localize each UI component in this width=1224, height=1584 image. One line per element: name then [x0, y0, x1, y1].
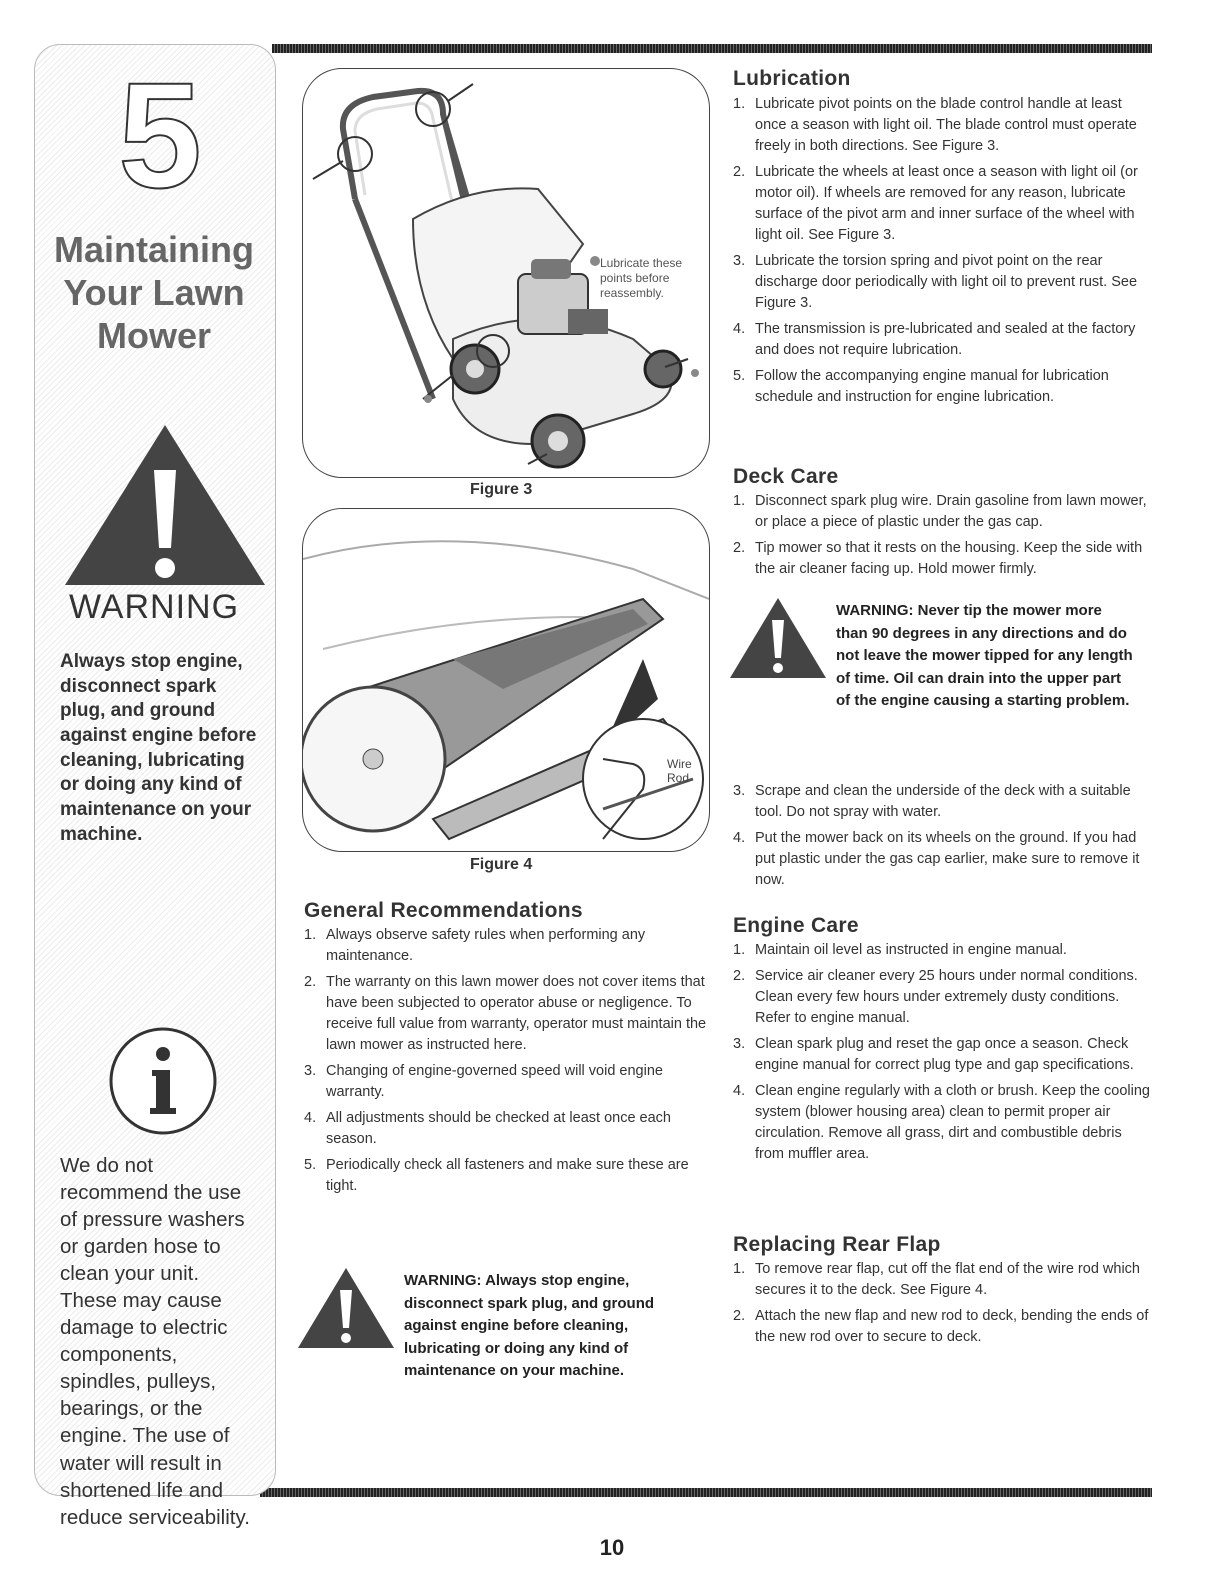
list-item: 2. Lubricate the wheels at least once a season with light oil (or motor oil). If wheels are removed for any reason, lubricate surface of the pivot arm and inner surface of the wheel with light oil. See Figure 3.: [733, 164, 1138, 244]
list-item: 3. Changing of engine-governed speed will void engine warranty.: [304, 1063, 663, 1101]
figure-3-caption: Figure 3: [470, 481, 533, 498]
warning-triangle-icon: [60, 420, 270, 590]
list-item: 3. Scrape and clean the underside of the deck with a suitable tool. Do not spray with water.: [733, 783, 1131, 821]
deck-heading: Deck Care: [733, 465, 839, 488]
list-item: 4. All adjustments should be checked at least once each season.: [304, 1110, 671, 1148]
lubrication-heading: Lubrication: [733, 67, 851, 90]
list-item: 4. Put the mower back on its wheels on the ground. If you had put plastic under the gas cap earlier, make sure to remove it now.: [733, 830, 1140, 889]
list-item: 1. Maintain oil level as instructed in engine manual.: [733, 942, 1067, 958]
figure-3-label-text: Lubricate these points before reassembly.: [600, 256, 683, 300]
rear-flap-illustration: [303, 509, 709, 851]
figure-4-label-rod: Rod: [667, 770, 690, 785]
list-item: 1. To remove rear flap, cut off the flat end of the wire rod which secures it to the deck. See Figure 4.: [733, 1261, 1140, 1299]
flap-list: [733, 1259, 1153, 1353]
list-item: 2. Tip mower so that it rests on the housing. Keep the side with the air cleaner facing up. Hold mower firmly.: [733, 540, 1143, 578]
chapter-title: Maintaining Your Lawn Mower: [54, 229, 254, 357]
warning-text: Always stop engine, disconnect spark plug, and ground against engine before cleaning, lubricating or doing any kind of maintenance on your machine.: [60, 651, 257, 845]
figure-4-label-wire: Wire: [667, 757, 692, 771]
warning-heading: WARNING: [68, 588, 240, 626]
list-item: 3. Clean spark plug and reset the gap once a season. Check engine manual for correct plug type and gap specifications.: [733, 1036, 1134, 1074]
deck-warning: WARNING: Never tip the mower more than 90 degrees in any directions and do not leave the mower tipped for any length of time. Oil can drain into the upper part of the engine causing a starting problem.: [836, 602, 1133, 709]
lubrication-list: [733, 94, 1153, 413]
general-heading: General Recommendations: [304, 899, 583, 922]
general-list: [304, 925, 712, 1202]
top-rule: [272, 44, 1152, 53]
list-item: 1. Lubricate pivot points on the blade control handle at least once a season with light oil. The blade control must operate freely in both directions. See Figure 3.: [733, 96, 1137, 155]
general-warning: WARNING: Always stop engine, disconnect spark plug, and ground against engine before cleaning, lubricating or doing any kind of maintenance on your machine.: [404, 1272, 655, 1379]
list-item: 1. Always observe safety rules when performing any maintenance.: [304, 927, 646, 965]
list-item: 5. Follow the accompanying engine manual for lubrication schedule and instruction for engine lubrication.: [733, 368, 1109, 406]
chapter-number: 5: [118, 51, 202, 219]
deck-list-continued: [733, 781, 1153, 896]
flap-heading: Replacing Rear Flap: [733, 1233, 941, 1256]
warning-triangle-icon: [728, 596, 828, 680]
engine-list: [733, 940, 1153, 1170]
figure-3-label: [600, 256, 710, 301]
list-item: 2. The warranty on this lawn mower does not cover items that have been subjected to operator abuse or negligence. To receive full value from warranty, operator must maintain the lawn mower as instructed here.: [304, 974, 707, 1054]
deck-list: [733, 491, 1153, 585]
engine-heading: Engine Care: [733, 914, 859, 937]
list-item: 2. Service air cleaner every 25 hours under normal conditions. Clean every few hours under extremely dusty conditions. Refer to engine manual.: [733, 968, 1138, 1027]
list-item: 4. Clean engine regularly with a cloth or brush. Keep the cooling system (blower housing area) clean to permit proper air circulation. Remove all grass, dirt and combustible debris from muffler area.: [733, 1083, 1150, 1163]
list-item: 4. The transmission is pre-lubricated and sealed at the factory and does not require lubrication.: [733, 321, 1136, 359]
info-text: We do not recommend the use of pressure washers or garden hose to clean your unit. These may cause damage to electric components, spindles, pulleys, bearings, or the engine. The use of water will result in shortened life and reduce serviceability.: [60, 1154, 250, 1529]
list-item: 5. Periodically check all fasteners and make sure these are tight.: [304, 1157, 689, 1195]
figure-4-caption: Figure 4: [470, 856, 533, 873]
page-number: 10: [599, 1535, 625, 1560]
figure-4: [302, 508, 710, 852]
bottom-rule: [260, 1488, 1152, 1497]
list-item: 3. Lubricate the torsion spring and pivot point on the rear discharge door periodically with light oil to prevent rust. See Figure 3.: [733, 253, 1138, 312]
list-item: 1. Disconnect spark plug wire. Drain gasoline from lawn mower, or place a piece of plastic under the gas cap.: [733, 493, 1147, 531]
info-icon: [108, 1026, 218, 1136]
figure-4-labels: [667, 758, 692, 786]
list-item: 2. Attach the new flap and new rod to deck, bending the ends of the new rod over to secure to deck.: [733, 1308, 1149, 1346]
warning-triangle-icon: [296, 1266, 396, 1350]
